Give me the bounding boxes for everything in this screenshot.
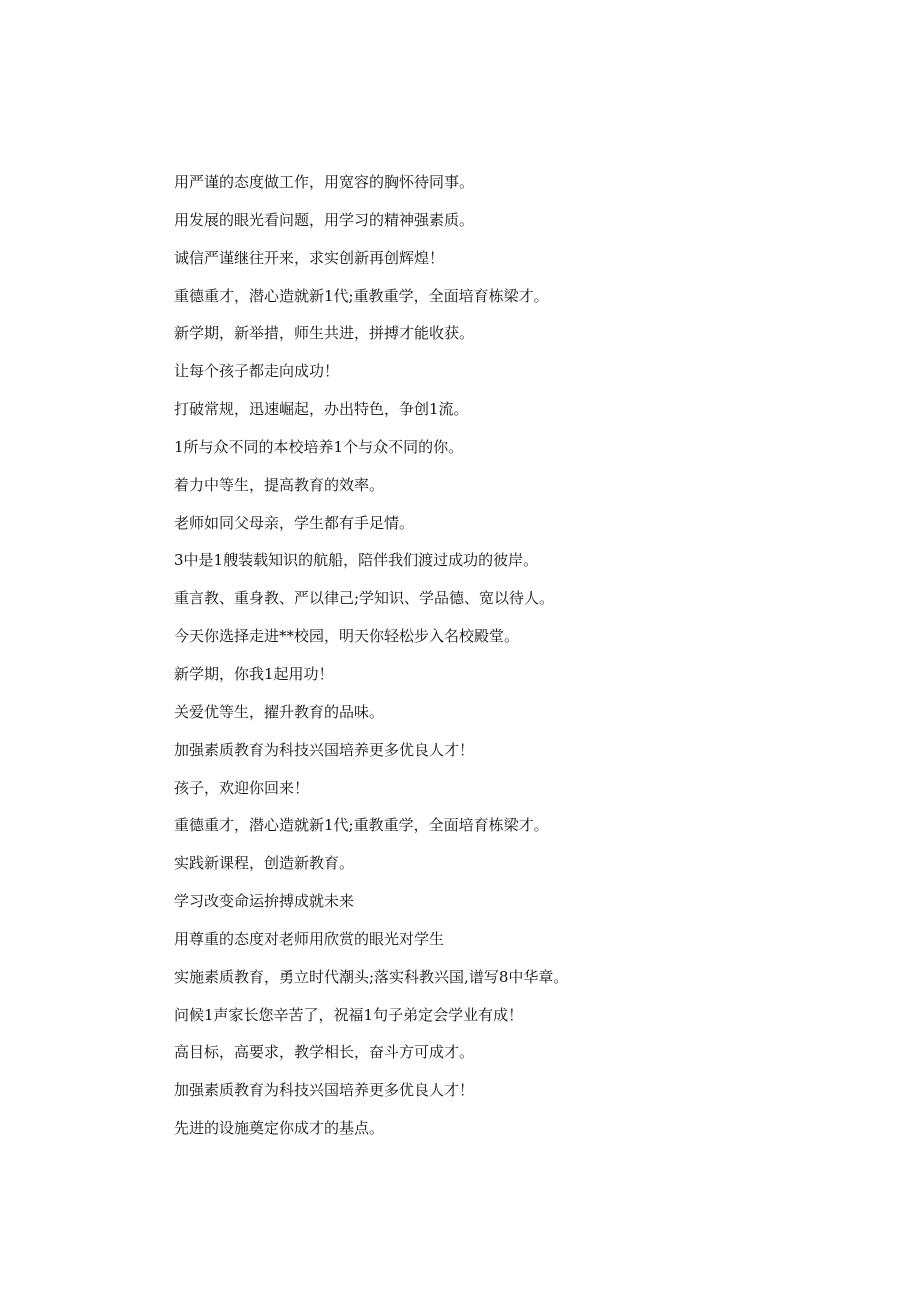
slogan-line: 实践新课程，创造新教育。	[174, 854, 355, 873]
slogan-line: 新学期，你我1起用功！	[174, 664, 334, 683]
slogan-line: 高目标，高要求，教学相长，奋斗方可成才。	[174, 1043, 475, 1062]
slogan-line: 今天你选择走进**校园，明天你轻松步入名校殿堂。	[174, 627, 520, 646]
slogan-line: 着力中等生，提高教育的效率。	[174, 475, 385, 494]
slogan-line: 3中是1艘装载知识的航船，陪伴我们渡过成功的彼岸。	[174, 551, 539, 570]
slogan-line: 实施素质教育，勇立时代潮头;落实科教兴国,谱写8中华章。	[174, 967, 569, 986]
slogan-list	[174, 168, 874, 1152]
slogan-line: 加强素质教育为科技兴国培养更多优良人才！	[174, 1081, 475, 1100]
slogan-line: 让每个孩子都走向成功！	[174, 362, 340, 381]
slogan-line: 1所与众不同的本校培养1个与众不同的你。	[174, 437, 464, 456]
slogan-line: 用发展的眼光看问题，用学习的精神强素质。	[174, 210, 475, 229]
slogan-line: 问候1声家长您辛苦了，祝福1句子弟定会学业有成！	[174, 1005, 524, 1024]
slogan-line: 新学期，新举措，师生共进，拼搏才能收获。	[174, 324, 475, 343]
slogan-line: 加强素质教育为科技兴国培养更多优良人才！	[174, 740, 475, 759]
slogan-line: 先进的设施奠定你成才的基点。	[174, 1119, 385, 1138]
slogan-line: 老师如同父母亲，学生都有手足情。	[174, 513, 415, 532]
slogan-line: 用严谨的态度做工作，用宽容的胸怀待同事。	[174, 173, 475, 191]
slogan-line: 学习改变命运拚搏成就未来	[174, 892, 355, 911]
slogan-line: 重德重才，潜心造就新1代;重教重学，全面培育栋梁才。	[174, 286, 549, 305]
slogan-line: 打破常规，迅速崛起，办出特色，争创1流。	[174, 400, 469, 419]
slogan-line: 诚信严谨继往开来，求实创新再创辉煌！	[174, 248, 445, 267]
slogan-line: 重德重才，潜心造就新1代;重教重学，全面培育栋梁才。	[174, 816, 549, 835]
slogan-line: 重言教、重身教、严以律己;学知识、学品德、宽以待人。	[174, 589, 555, 608]
slogan-line: 用尊重的态度对老师用欣赏的眼光对学生	[174, 929, 445, 948]
slogan-line: 关爱优等生，擢升教育的品味。	[174, 702, 385, 721]
slogan-line: 孩子，欢迎你回来！	[174, 778, 310, 797]
